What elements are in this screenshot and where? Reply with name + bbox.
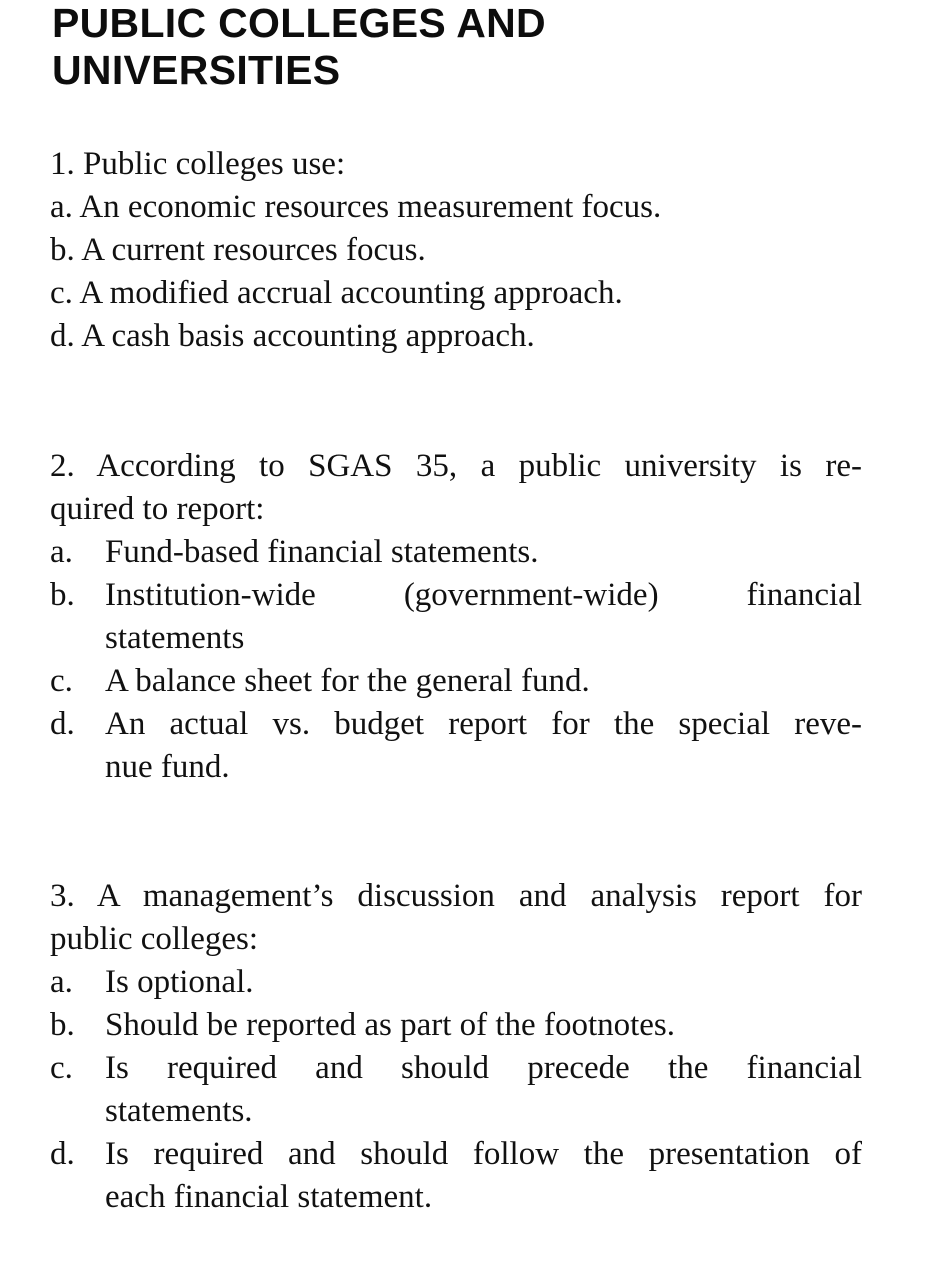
option-letter: d.	[50, 706, 75, 742]
option-letter: a.	[50, 534, 73, 570]
option-text: statements.	[105, 1093, 253, 1129]
option-text: Is required and should follow the presentation of	[105, 1136, 862, 1172]
question-stem: 1. Public colleges use:	[50, 146, 346, 182]
option-a	[50, 186, 862, 229]
option-a	[50, 961, 862, 1004]
option-text: Institution-wide (government-wide) financial	[105, 577, 862, 613]
option-letter: d.	[50, 318, 75, 354]
option-text: each financial statement.	[105, 1179, 433, 1215]
option-d	[50, 1133, 862, 1219]
option-b	[50, 574, 862, 660]
title-line-1: PUBLIC COLLEGES AND	[52, 0, 546, 46]
title-line-2: UNIVERSITIES	[52, 47, 341, 93]
option-letter: c.	[50, 663, 73, 699]
option-text: nue fund.	[105, 749, 230, 785]
option-text: Should be reported as part of the footnotes.	[105, 1007, 676, 1043]
option-text: A cash basis accounting approach.	[81, 318, 535, 354]
option-text: An economic resources measurement focus.	[79, 189, 662, 225]
option-b	[50, 1004, 862, 1047]
question-3	[50, 875, 862, 1219]
option-d	[50, 703, 862, 789]
option-text: An actual vs. budget report for the special reve-	[105, 706, 862, 742]
question-stem	[50, 445, 862, 531]
question-stem	[50, 875, 862, 961]
option-text: A current resources focus.	[81, 232, 426, 268]
option-c	[50, 1047, 862, 1133]
option-letter: b.	[50, 232, 75, 268]
option-letter: b.	[50, 577, 75, 613]
question-2	[50, 445, 862, 789]
option-letter: a.	[50, 189, 73, 225]
stem-line: quired to report:	[50, 491, 265, 527]
stem-line: 3. A management’s discussion and analysis report for	[50, 878, 862, 914]
stem-line: public colleges:	[50, 921, 259, 957]
option-letter: a.	[50, 964, 73, 1000]
option-letter: c.	[50, 1050, 73, 1086]
stem-line: 2. According to SGAS 35, a public university is re-	[50, 448, 862, 484]
option-d	[50, 315, 862, 358]
option-b	[50, 229, 862, 272]
option-c	[50, 272, 862, 315]
option-text: statements	[105, 620, 245, 656]
option-a	[50, 531, 862, 574]
option-text: Is optional.	[105, 964, 254, 1000]
option-text: A modified accrual accounting approach.	[79, 275, 623, 311]
option-text: Is required and should precede the financial	[105, 1050, 862, 1086]
option-letter: c.	[50, 275, 73, 311]
option-text: Fund-based financial statements.	[105, 534, 539, 570]
option-text: A balance sheet for the general fund.	[105, 663, 590, 699]
question-1	[50, 143, 862, 358]
option-c	[50, 660, 862, 703]
option-letter: b.	[50, 1007, 75, 1043]
page-title	[52, 0, 546, 94]
option-letter: d.	[50, 1136, 75, 1172]
